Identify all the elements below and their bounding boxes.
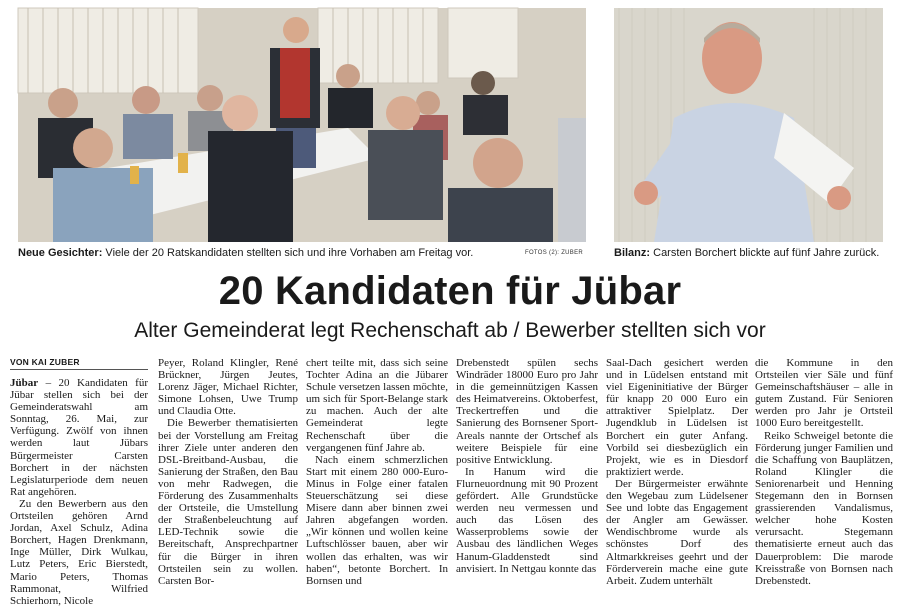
column-3-paragraph-1: chert teilte mit, dass sich seine Tochter Adina an die Jübarer Schule versetzen lassen möchte, um sich für Sport-Belange stark zu machen. Auch der alte Gemeinderat legte Rechenschaft über die vergangenen fünf Jahre ab. xyxy=(306,357,448,454)
column-5-paragraph-1: Saal-Dach gesichert werden und in Lüdelsen entstand mit viel Eigeninitiative der Bürger für knapp 20 000 Euro ein attraktiver Spielplatz. Der Jugendklub in Lüdelsen ist Borchert ein guter Anfang. Vorbild sei diesbezüglich ein Projekt, wie es in Diesdorf praktiziert werde. xyxy=(606,357,748,478)
article-column-2 xyxy=(158,357,298,587)
column-5-paragraph-2: Der Bürgermeister erwähnte den Wegebau zum Lüdelsener See und lobte das Engagement der Angler am Gewässer. Wendischbrome wurde als schönstes Dorf des Altmarkkreises geehrt und der Förderverein mache eine gute Arbeit. Zudem unterhält xyxy=(606,477,748,587)
column-3-paragraph-2: Nach einem schmerzlichen Start mit einem 280 000-Euro-Minus in Folge einer fatalen Steuerschätzung sei diese Misere dann aber binnen zwei Jahren abgefangen worden. „Wir können und wollen keine Luftschlösser bauen, aber wir wollen das erhalten, was wir haben“, betonte Borchert. In Bornsen und xyxy=(306,453,448,587)
column-2-paragraph-2: Die Bewerber thematisierten bei der Vorstellung am Freitag ihrer Ziele unter anderen den DSL-Breitband-Ausbau, die Sanierung der Straßen, den Bau von mehr Radwegen, die Förderung des Zusammenhalts der Ortsteile, die Umstellung der Straßenbeleuchtung auf LED-Technik sowie die Bereitschaft, Ansprechpartner für die Bürger in ihren Ortsteilen sein zu wollen. Carsten Bor- xyxy=(158,417,298,587)
column-2-paragraph-1: Peyer, Roland Klingler, René Brückner, Jürgen Jeutes, Lorenz Jäger, Michael Richter, Simone Lohsen, Uwe Trump und Claudia Otte. xyxy=(158,357,298,418)
caption-right-text: Carsten Borchert blickte auf fünf Jahre zurück. xyxy=(650,247,880,259)
article-column-6 xyxy=(755,357,893,587)
article-column-4 xyxy=(456,357,598,575)
byline: VON KAI ZUBER xyxy=(10,357,80,367)
headline: 20 Kandidaten für Jübar xyxy=(218,269,682,313)
byline-rule xyxy=(10,369,148,370)
article-column-5 xyxy=(606,357,748,587)
column-4-paragraph-1: Drebenstedt spülen sechs Windräder 18000 Euro pro Jahr in die gemeinnützigen Kassen des Heimatvereins. Oktoberfest, Treckertreffen und die Sanierung des Bornsener Sport-Areals nannte der Ortschef als weitere Beispiele für eine positive Entwicklung. xyxy=(456,357,598,466)
column-6-paragraph-2: Reiko Schweigel betonte die Förderung junger Familien und die Schaffung von Bauplätzen, Roland Klingler die Seniorenarbeit und Henning Stegemann den in Bornsen grassierenden Vandalismus, welcher hohe Kosten verursacht. Stegemann thematisierte erneut auch das Dauerproblem: Die marode Kreisstraße von Bornsen nach Drebenstedt. xyxy=(755,429,893,587)
subheadline: Alter Gemeinderat legt Rechenschaft ab / Bewerber stellten sich vor xyxy=(134,319,766,342)
caption-right xyxy=(614,247,879,260)
photo-mayor-borchert xyxy=(614,8,883,242)
caption-left-label: Neue Gesichter: xyxy=(18,247,103,259)
column-6-paragraph-1: die Kommune in den Ortsteilen vier Säle und fünf Gemeinschaftshäuser – alle in gutem Zustand. Für Senioren werden pro Jahr je Ortsteil 1000 Euro bereitgestellt. xyxy=(755,357,893,430)
caption-left xyxy=(18,247,473,260)
article-column-3 xyxy=(306,357,448,587)
dateline: Jübar xyxy=(10,377,39,389)
article-column-1 xyxy=(10,377,148,607)
meeting-photo-illustration xyxy=(18,8,586,242)
column-1-paragraph-2: Zu den Bewerbern aus den Ortsteilen gehören Arnd Jordan, Axel Schulz, Adina Borchert, Hagen Drenkmann, Inge Müller, Dirk Wulkau, Lutz Peters, Eric Bierstedt, Mario Peters, Thomas Rammonat, Wilfried Schierhorn, Nicole xyxy=(10,497,148,607)
mayor-photo-illustration xyxy=(614,8,883,242)
photo-credit: FOTOS (2): ZUBER xyxy=(525,250,584,256)
caption-right-label: Bilanz: xyxy=(614,247,651,259)
caption-left-text: Viele der 20 Ratskandidaten stellten sich und ihre Vorhaben am Freitag vor. xyxy=(102,247,474,259)
column-1-paragraph-1: Jübar – 20 Kandidaten für Jübar stellen sich bei der Gemeinderatswahl am Sonntag, 26. Mai, zur Verfügung. Zwölf von ihnen werden laut Jübars Bürgermeister Carsten Borchert in der nächsten Legislaturperiode dem neuen Rat angehören. xyxy=(10,377,148,498)
photo-candidates-meeting xyxy=(18,8,586,242)
column-4-paragraph-2: In Hanum wird die Flurneuordnung mit 90 Prozent gefördert. Alle Grundstücke werden neu vermessen und auch das Lösen des Wasserproblems sowie der Ausbau des ländlichen Weges Hanum-Gladdenstedt sind anvisiert. In Nettgau konnte das xyxy=(456,465,598,575)
